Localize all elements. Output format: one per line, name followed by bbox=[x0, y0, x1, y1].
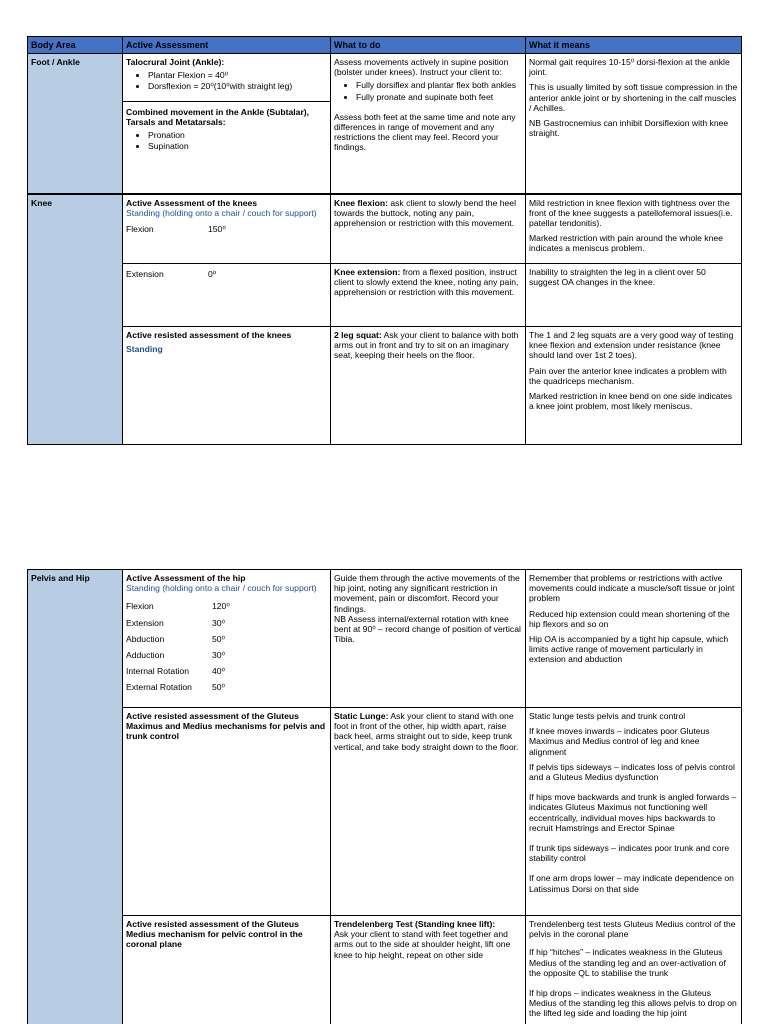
trendelenberg-todo-cell bbox=[331, 916, 526, 1024]
knee-extension-todo-cell bbox=[331, 264, 526, 327]
table-row-trendelenberg bbox=[28, 916, 742, 1024]
hip-range-row bbox=[126, 666, 327, 676]
pronation-item: • Pronation bbox=[148, 130, 327, 140]
knee-flexion-means-cell bbox=[526, 194, 742, 264]
lunge-means-item: If knee moves inwards – indicates poor Gluteus Maximus and Medius control of leg and knee alignment bbox=[529, 726, 710, 757]
hip-range-list bbox=[126, 601, 327, 692]
medius-assessment-title: Active resisted assessment of the Gluteus Medius mechanism for pelvic control in the coronal plane bbox=[126, 919, 303, 950]
knee-extension-todo-text: from a flexed position, instruct client to slowly extend the knee, noting any pain, apprehension or restriction with this movement. bbox=[334, 267, 519, 298]
knee-flexion-range bbox=[126, 224, 327, 234]
knee-resisted-title: Active resisted assessment of the knees bbox=[126, 330, 292, 340]
knee-standing-label: Standing bbox=[126, 344, 163, 355]
range-value: 120⁰ bbox=[212, 601, 230, 612]
foot-todo-item-1: • Fully dorsiflex and plantar flex both ankles bbox=[356, 80, 522, 90]
header-what-it-means: What it means bbox=[526, 37, 742, 54]
knee-extension-assessment-cell bbox=[123, 264, 331, 327]
combined-movement-title: Combined movement in the Ankle (Subtalar), Tarsals and Metatarsals: bbox=[126, 106, 310, 127]
hip-means-3: Hip OA is accompanied by a tight hip capsule, which limits active range of movement particularly in extension and abduction bbox=[529, 634, 729, 665]
dorsiflexion-item: • Dorsflexion = 20⁰(10⁰with straight leg) bbox=[148, 81, 327, 91]
hip-range-row bbox=[126, 682, 327, 692]
foot-means-2: This is usually limited by soft tissue compression in the anterior ankle joint or by shortening in the calf muscles / Achilles. bbox=[529, 82, 738, 113]
table-header-row bbox=[28, 37, 742, 54]
range-label: Internal Rotation bbox=[126, 666, 190, 677]
range-value: 50⁰ bbox=[212, 682, 226, 693]
hip-todo-1: Guide them through the active movements of the hip joint, noting any significant restriction in movement, pain or discomfort. Record your findings. bbox=[334, 573, 520, 614]
table-row-knee-flexion bbox=[28, 194, 742, 264]
assessment-table-1 bbox=[27, 36, 742, 445]
lunge-means-item: If hips move backwards and trunk is angled forwards – indicates Gluteus Maximus not functioning well eccentrically, individual moves hips backwards to recruit Hamstrings and Erector Spinae bbox=[529, 792, 737, 833]
squat-todo-text: Ask your client to balance with both arms out in front and try to sit on an imaginary seat, keeping their heels on the floor. bbox=[334, 330, 519, 361]
trendelenberg-todo-text: Ask your client to stand with feet together and arms out to the side at shoulder height, lift one knee to hip height, repeat on other side bbox=[334, 929, 511, 960]
range-value: 30⁰ bbox=[212, 650, 226, 661]
hip-range-row bbox=[126, 601, 327, 611]
table-row-knee-extension bbox=[28, 264, 742, 327]
foot-means-cell bbox=[526, 54, 742, 194]
knee-flexion-todo-label: Knee flexion: bbox=[334, 197, 388, 208]
hip-todo-2: NB Assess internal/external rotation with knee bent at 90⁰ – record change of position of vertical Tibia. bbox=[334, 613, 521, 645]
foot-todo-outro: Assess both feet at the same time and note any differences in range of movement and any restrictions the client may feel. Record your findings. bbox=[334, 111, 516, 153]
range-label: Flexion bbox=[126, 601, 154, 612]
hip-assessment-title: Active Assessment of the hip bbox=[126, 573, 246, 583]
hip-todo-cell bbox=[331, 570, 526, 708]
range-value: 30⁰ bbox=[212, 617, 226, 628]
combined-movement-list bbox=[126, 130, 327, 151]
glute-assessment-title: Active resisted assessment of the Gluteus Maximus and Medius mechanisms for pelvis and trunk control bbox=[126, 711, 326, 742]
knee-squat-todo-cell bbox=[331, 327, 526, 445]
foot-assessment-cell bbox=[123, 54, 331, 194]
range-value: 50⁰ bbox=[212, 633, 226, 644]
foot-todo-item-2: • Fully pronate and supinate both feet bbox=[356, 92, 522, 102]
range-label: External Rotation bbox=[126, 682, 192, 693]
knee-extension-range bbox=[126, 269, 327, 279]
knee-flexion-means-2: Marked restriction with pain around the whole knee indicates a meniscus problem. bbox=[529, 233, 723, 254]
talocrural-title: Talocrural Joint (Ankle): bbox=[126, 57, 225, 67]
body-area-knee: Knee bbox=[28, 194, 123, 445]
foot-todo-intro: Assess movements actively in supine position (bolster under knees). Instruct your client to: bbox=[334, 57, 509, 78]
glute-assessment-cell bbox=[123, 708, 331, 916]
lunge-todo-label: Static Lunge: bbox=[334, 711, 389, 721]
squat-means-3: Marked restriction in knee bend on one side indicates a knee joint problem, most likely meniscus. bbox=[529, 391, 733, 412]
lunge-todo-cell bbox=[331, 708, 526, 916]
header-body-area: Body Area bbox=[28, 37, 123, 54]
plantar-flexion-item: • Plantar Flexion = 40⁰ bbox=[148, 70, 327, 80]
foot-todo-list bbox=[334, 80, 522, 101]
table-row-hip-active bbox=[28, 570, 742, 708]
table-row-knee-resisted bbox=[28, 327, 742, 445]
knee-extension-means-cell bbox=[526, 264, 742, 327]
foot-means-1: Normal gait requires 10-15⁰ dorsi-flexion at the ankle joint. bbox=[529, 57, 730, 78]
hip-standing-support: Standing (holding onto a chair / couch for support) bbox=[126, 583, 317, 594]
hip-range-row bbox=[126, 650, 327, 660]
hip-means-1: Remember that problems or restrictions with active movements could indicate a muscle/soft tissue or joint problem bbox=[529, 573, 735, 604]
knee-extension-means: Inability to straighten the leg in a client over 50 suggest OA changes in the knee. bbox=[529, 267, 706, 288]
hip-assessment-cell bbox=[123, 570, 331, 708]
lunge-todo-text: Ask your client to stand with one foot in front of the other, hip width apart, raise back heel, arms straight out to side, keep trunk vertical, and take body straight down to the floor. bbox=[334, 711, 519, 752]
range-label: Adduction bbox=[126, 650, 165, 661]
body-area-pelvis-hip: Pelvis and Hip bbox=[28, 570, 123, 1024]
header-active-assessment: Active Assessment bbox=[123, 37, 331, 54]
lunge-means-item: If one arm drops lower – may indicate dependence on Latissimus Dorsi on that side bbox=[529, 873, 734, 894]
squat-means-1: The 1 and 2 leg squats are a very good way of testing knee flexion and extension under resistance (knee should land over 1st 2 toes). bbox=[529, 330, 734, 361]
knee-flexion-todo-cell bbox=[331, 194, 526, 264]
hip-range-row bbox=[126, 634, 327, 644]
squat-means-2: Pain over the anterior knee indicates a problem with the quadriceps mechanism. bbox=[529, 365, 727, 386]
foot-todo-cell bbox=[331, 54, 526, 194]
trend-means-item: If hip “hitches” – indicates weakness in the Gluteus Medius of the standing leg and an over-activation of the opposite QL to stabilise the trunk bbox=[529, 947, 726, 978]
lunge-means-cell bbox=[526, 708, 742, 916]
knee-extension-todo-label: Knee extension: bbox=[334, 267, 401, 277]
knee-flexion-todo-text: ask client to slowly bend the heel towards the buttock, noting any pain, apprehension or restriction with this movement. bbox=[334, 197, 516, 228]
body-area-foot-ankle: Foot / Ankle bbox=[28, 54, 123, 194]
header-what-to-do: What to do bbox=[331, 37, 526, 54]
range-value: 40⁰ bbox=[212, 666, 226, 677]
squat-todo-label: 2 leg squat: bbox=[334, 330, 382, 340]
cell-divider bbox=[123, 101, 330, 102]
lunge-means-item: If pelvis tips sideways – indicates loss of pelvis control and a Gluteus Medius dysfunction bbox=[529, 761, 735, 783]
knee-flexion-label: Flexion bbox=[126, 223, 154, 234]
table-row-foot-ankle bbox=[28, 54, 742, 194]
medius-assessment-cell bbox=[123, 916, 331, 1024]
range-label: Extension bbox=[126, 617, 164, 628]
hip-range-row bbox=[126, 618, 327, 628]
trendelenberg-todo-label: Trendelenberg Test (Standing knee lift): bbox=[334, 919, 496, 929]
knee-flexion-assessment-cell bbox=[123, 194, 331, 264]
knee-flexion-means-1: Mild restriction in knee flexion with tightness over the front of the knee suggests a patellofemoral issues(i.e. patellar tendonitis). bbox=[529, 197, 733, 228]
trendelenberg-means-cell bbox=[526, 916, 742, 1024]
table-row-static-lunge bbox=[28, 708, 742, 916]
assessment-table-2 bbox=[27, 569, 742, 1024]
foot-means-3: NB Gastrocnemius can inhibit Dorsiflexion with knee straight. bbox=[529, 118, 729, 139]
talocrural-list bbox=[126, 70, 327, 91]
lunge-means-item: Static lunge tests pelvis and trunk control bbox=[529, 711, 686, 721]
knee-assessment-title: Active Assessment of the knees bbox=[126, 197, 258, 208]
knee-flexion-value: 150⁰ bbox=[208, 223, 226, 234]
supination-item: • Supination bbox=[148, 141, 327, 151]
knee-standing-support: Standing (holding onto a chair / couch for support) bbox=[126, 207, 317, 218]
hip-means-cell bbox=[526, 570, 742, 708]
knee-squat-means-cell bbox=[526, 327, 742, 445]
knee-extension-value: 0⁰ bbox=[208, 269, 217, 279]
hip-means-2: Reduced hip extension could mean shortening of the hip flexors and so on bbox=[529, 608, 730, 629]
range-label: Abduction bbox=[126, 633, 165, 644]
knee-extension-label: Extension bbox=[126, 269, 164, 279]
lunge-means-item: If trunk tips sideways – indicates poor trunk and core stability control bbox=[529, 843, 730, 864]
trend-means-item: If hip drops – indicates weakness in the Gluteus Medius of the standing leg this allows pelvis to drop on the lifted leg side and loading the hip joint bbox=[529, 988, 737, 1019]
knee-resisted-assessment-cell bbox=[123, 327, 331, 445]
trend-means-item: Trendelenberg test tests Gluteus Medius control of the pelvis in the coronal plane bbox=[529, 919, 736, 940]
